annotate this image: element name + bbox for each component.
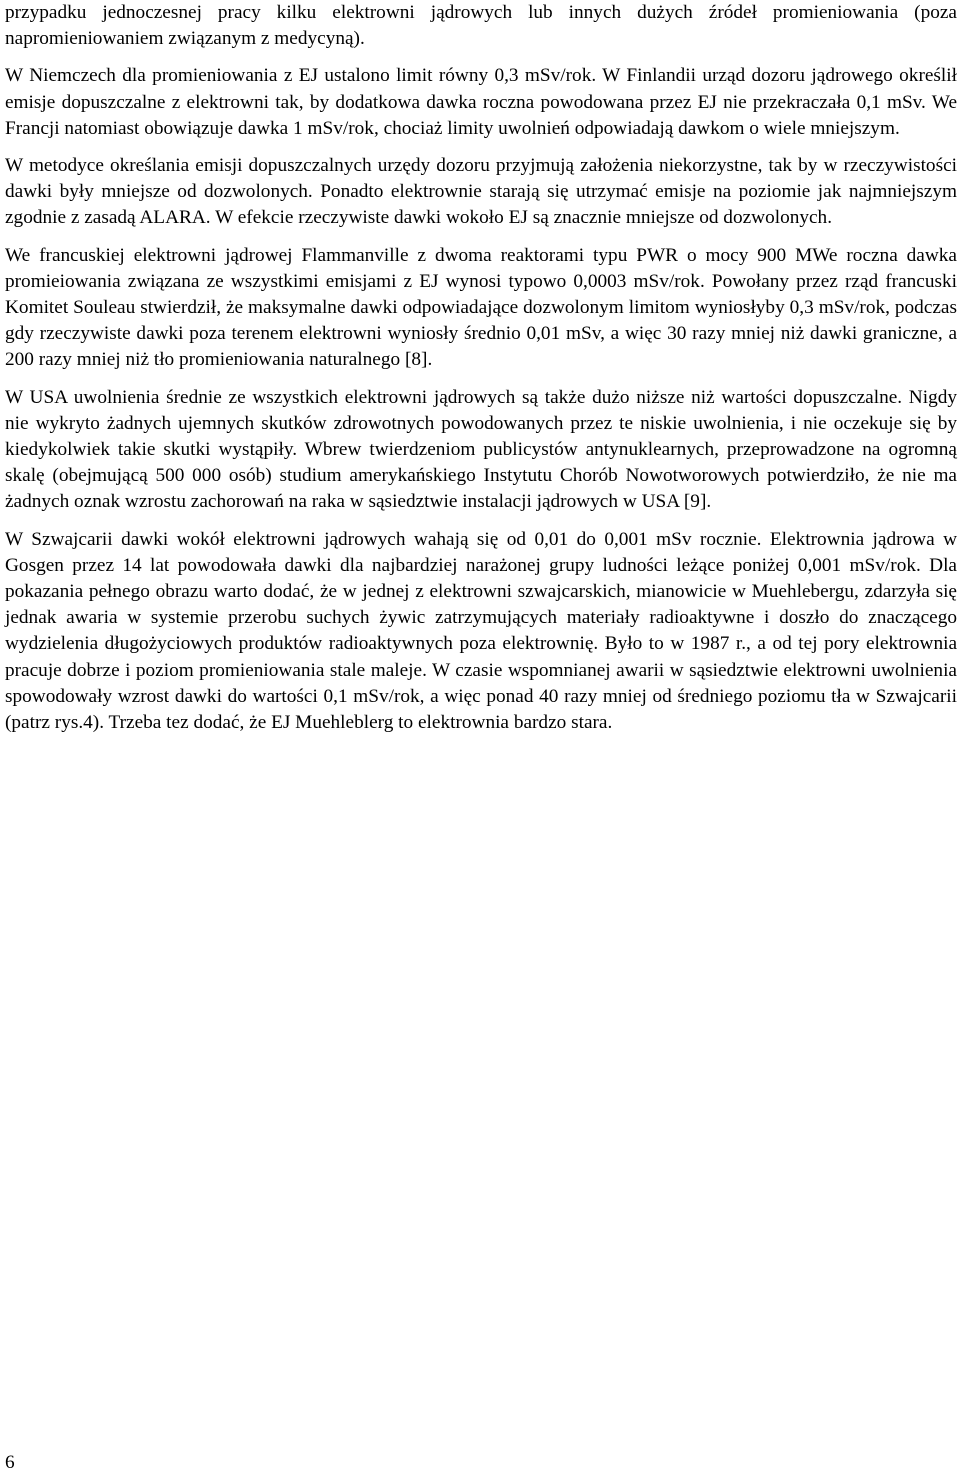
paragraph-flammanville: We francuskiej elektrowni jądrowej Flammanville z dwoma reaktorami typu PWR o mocy 900 MWe roczna dawka promieiowania związana ze wszystkimi emisjami z EJ wynosi typowo 0,0003 mSv/rok. Powołany przez rząd francuski Komitet Souleau stwierdził, że maksymalne dawki odpowiadające dozwolonym limitom wyniosłyby 0,3 mSv/rok, podczas gdy rzeczywiste dawki poza terenem elektrowni wyniosły średnio 0,01 mSv, a więc 30 razy mniej niż dawki graniczne, a 200 razy mniej niż tło promieniowania naturalnego [8]. [5, 244, 957, 371]
page-number: 6 [5, 1452, 15, 1473]
paragraph-methodology: W metodyce określania emisji dopuszczalnych urzędy dozoru przyjmują założenia niekorzystne, tak by w rzeczywistości dawki były mniejsze od dozwolonych. Ponadto elektrownie starają się utrzymać emisje na poziomie jak najmniejszym zgodnie z zasadą ALARA. W efekcie rzeczywiste dawki wokoło EJ są znacznie mniejsze od dozwolonych. [5, 155, 957, 229]
document-page [5, 0, 957, 747]
paragraph-continuation: przypadku jednoczesnej pracy kilku elektrowni jądrowych lub innych dużych źródeł promieniowania (poza napromieniowaniem związanym z medycyną). [5, 2, 957, 50]
paragraph-dose-limits: W Niemczech dla promieniowania z EJ ustalono limit równy 0,3 mSv/rok. W Finlandii urząd dozoru jądrowego określił emisje dopuszczalne z elektrowni tak, by dodatkowa dawka roczna powodowana przez EJ nie przekraczała 0,1 mSv. We Francji natomiast obowiązuje dawka 1 mSv/rok, chociaż limity uwolnień odpowiadają dawkom o wiele mniejszym. [5, 65, 957, 139]
paragraph-usa: W USA uwolnienia średnie ze wszystkich elektrowni jądrowych są także dużo niższe niż wartości dopuszczalne. Nigdy nie wykryto żadnych ujemnych skutków zdrowotnych powodowanych przez te niskie uwolnienia, i nie oczekuje się by kiedykolwiek takie skutki wystąpiły. Wbrew twierdzeniom publicystów antynuklearnych, przeprowadzone na ogromną skalę (obejmującą 500 000 osób) studium amerykańskiego Instytutu Chorób Nowotworowych potwierdziło, że nie ma żadnych oznak wzrostu zachorowań na raka w sąsiedztwie instalacji jądrowych w USA [9]. [5, 386, 957, 513]
paragraph-switzerland: W Szwajcarii dawki wokół elektrowni jądrowych wahają się od 0,01 do 0,001 mSv rocznie. Elektrownia jądrowa w Gosgen przez 14 lat powodowała dawki dla najbardziej narażonej grupy ludności leżące poniżej 0,001 mSv/rok. Dla pokazania pełnego obrazu warto dodać, że w jednej z elektrowni szwajcarskich, mianowicie w Muehlebergu, zdarzyła się jednak awaria w systemie przerobu suchych żywic zatrzymujących materiały radioaktywne i doszło do znaczącego wydzielenia długożyciowych produktów radioaktywnych poza elektrownię. Było to w 1987 r., a od tej pory elektrownia pracuje dobrze i poziom promieniowania stale maleje. W czasie wspomnianej awarii w sąsiedztwie elektrowni uwolnienia spowodowały wzrost dawki do wartości 0,1 mSv/rok, a więc ponad 40 razy mniej od średniego poziomu tła w Szwajcarii (patrz rys.4). Trzeba tez dodać, że EJ Muehleblerg to elektrownia bardzo stara. [5, 528, 957, 734]
